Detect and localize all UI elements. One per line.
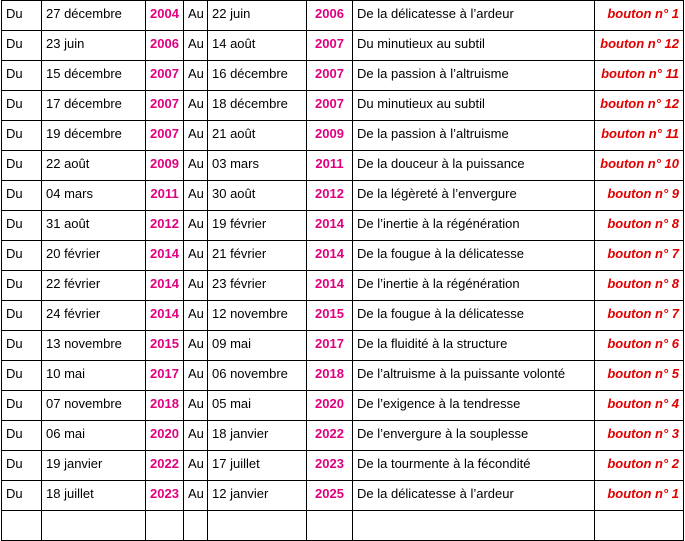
description-cell: De la fougue à la délicatesse — [353, 241, 595, 271]
au-cell: Au — [184, 271, 208, 301]
start-year-cell: 2018 — [146, 391, 184, 421]
au-cell: Au — [184, 181, 208, 211]
start-year-cell: 2020 — [146, 421, 184, 451]
bouton-cell: bouton n° 4 — [595, 391, 684, 421]
end-year-cell: 2014 — [307, 241, 353, 271]
end-year-cell: 2017 — [307, 331, 353, 361]
bouton-cell: bouton n° 11 — [595, 61, 684, 91]
table-row — [2, 91, 684, 121]
au-cell: Au — [184, 151, 208, 181]
bouton-cell: bouton n° 9 — [595, 181, 684, 211]
end-year-cell: 2007 — [307, 61, 353, 91]
end-year-cell: 2006 — [307, 1, 353, 31]
description-cell: Du minutieux au subtil — [353, 31, 595, 61]
table-row — [2, 31, 684, 61]
du-cell: Du — [2, 421, 42, 451]
au-cell: Au — [184, 121, 208, 151]
bouton-cell: bouton n° 7 — [595, 241, 684, 271]
end-date-cell: 30 août — [208, 181, 307, 211]
empty-cell — [208, 511, 307, 541]
end-year-cell: 2012 — [307, 181, 353, 211]
au-cell: Au — [184, 211, 208, 241]
description-cell: De l’exigence à la tendresse — [353, 391, 595, 421]
description-cell: De la fluidité à la structure — [353, 331, 595, 361]
start-year-cell: 2014 — [146, 241, 184, 271]
empty-cell — [307, 511, 353, 541]
end-date-cell: 14 août — [208, 31, 307, 61]
end-year-cell: 2014 — [307, 211, 353, 241]
au-cell: Au — [184, 91, 208, 121]
description-cell: De la douceur à la puissance — [353, 151, 595, 181]
end-date-cell: 23 février — [208, 271, 307, 301]
periods-table — [1, 0, 684, 541]
bouton-cell: bouton n° 1 — [595, 481, 684, 511]
periods-table-body — [2, 1, 684, 541]
partial-row — [2, 511, 684, 541]
empty-cell — [146, 511, 184, 541]
description-cell: De la passion à l’altruisme — [353, 121, 595, 151]
au-cell: Au — [184, 481, 208, 511]
bouton-cell: bouton n° 5 — [595, 361, 684, 391]
du-cell: Du — [2, 481, 42, 511]
table-row — [2, 271, 684, 301]
start-year-cell: 2007 — [146, 121, 184, 151]
start-year-cell: 2009 — [146, 151, 184, 181]
start-year-cell: 2014 — [146, 301, 184, 331]
end-year-cell: 2018 — [307, 361, 353, 391]
start-date-cell: 19 janvier — [42, 451, 146, 481]
bouton-cell: bouton n° 7 — [595, 301, 684, 331]
du-cell: Du — [2, 241, 42, 271]
end-year-cell: 2007 — [307, 91, 353, 121]
au-cell: Au — [184, 31, 208, 61]
table-row — [2, 301, 684, 331]
du-cell: Du — [2, 61, 42, 91]
end-year-cell: 2020 — [307, 391, 353, 421]
start-date-cell: 04 mars — [42, 181, 146, 211]
start-year-cell: 2004 — [146, 1, 184, 31]
start-year-cell: 2017 — [146, 361, 184, 391]
end-year-cell: 2011 — [307, 151, 353, 181]
du-cell: Du — [2, 331, 42, 361]
start-date-cell: 27 décembre — [42, 1, 146, 31]
start-year-cell: 2011 — [146, 181, 184, 211]
end-date-cell: 09 mai — [208, 331, 307, 361]
end-year-cell: 2009 — [307, 121, 353, 151]
table-row — [2, 61, 684, 91]
du-cell: Du — [2, 121, 42, 151]
start-date-cell: 23 juin — [42, 31, 146, 61]
end-date-cell: 06 novembre — [208, 361, 307, 391]
table-row — [2, 421, 684, 451]
bouton-cell: bouton n° 6 — [595, 331, 684, 361]
start-date-cell: 22 février — [42, 271, 146, 301]
start-year-cell: 2012 — [146, 211, 184, 241]
description-cell: De la tourmente à la fécondité — [353, 451, 595, 481]
start-year-cell: 2006 — [146, 31, 184, 61]
du-cell: Du — [2, 271, 42, 301]
end-date-cell: 18 janvier — [208, 421, 307, 451]
du-cell: Du — [2, 451, 42, 481]
du-cell: Du — [2, 361, 42, 391]
au-cell: Au — [184, 61, 208, 91]
du-cell: Du — [2, 151, 42, 181]
end-year-cell: 2015 — [307, 301, 353, 331]
start-date-cell: 06 mai — [42, 421, 146, 451]
start-date-cell: 15 décembre — [42, 61, 146, 91]
start-year-cell: 2014 — [146, 271, 184, 301]
description-cell: Du minutieux au subtil — [353, 91, 595, 121]
end-year-cell: 2014 — [307, 271, 353, 301]
table-row — [2, 211, 684, 241]
au-cell: Au — [184, 451, 208, 481]
description-cell: De l’inertie à la régénération — [353, 211, 595, 241]
start-date-cell: 19 décembre — [42, 121, 146, 151]
au-cell: Au — [184, 301, 208, 331]
table-row — [2, 391, 684, 421]
end-date-cell: 19 février — [208, 211, 307, 241]
end-date-cell: 21 février — [208, 241, 307, 271]
table-row — [2, 451, 684, 481]
description-cell: De l’envergure à la souplesse — [353, 421, 595, 451]
end-year-cell: 2023 — [307, 451, 353, 481]
start-date-cell: 18 juillet — [42, 481, 146, 511]
description-cell: De la délicatesse à l’ardeur — [353, 1, 595, 31]
au-cell: Au — [184, 241, 208, 271]
table-row — [2, 1, 684, 31]
table-row — [2, 181, 684, 211]
start-year-cell: 2022 — [146, 451, 184, 481]
bouton-cell: bouton n° 11 — [595, 121, 684, 151]
start-date-cell: 24 février — [42, 301, 146, 331]
end-date-cell: 22 juin — [208, 1, 307, 31]
bouton-cell: bouton n° 2 — [595, 451, 684, 481]
du-cell: Du — [2, 391, 42, 421]
du-cell: Du — [2, 91, 42, 121]
end-date-cell: 18 décembre — [208, 91, 307, 121]
au-cell: Au — [184, 1, 208, 31]
table-row — [2, 481, 684, 511]
bouton-cell: bouton n° 12 — [595, 31, 684, 61]
table-row — [2, 151, 684, 181]
description-cell: De l’inertie à la régénération — [353, 271, 595, 301]
end-date-cell: 21 août — [208, 121, 307, 151]
table-row — [2, 331, 684, 361]
description-cell: De la légèreté à l’envergure — [353, 181, 595, 211]
start-date-cell: 22 août — [42, 151, 146, 181]
start-year-cell: 2007 — [146, 91, 184, 121]
start-date-cell: 07 novembre — [42, 391, 146, 421]
description-cell: De la fougue à la délicatesse — [353, 301, 595, 331]
du-cell: Du — [2, 31, 42, 61]
end-date-cell: 12 novembre — [208, 301, 307, 331]
end-year-cell: 2007 — [307, 31, 353, 61]
bouton-cell: bouton n° 3 — [595, 421, 684, 451]
du-cell: Du — [2, 181, 42, 211]
end-date-cell: 17 juillet — [208, 451, 307, 481]
bouton-cell: bouton n° 1 — [595, 1, 684, 31]
du-cell: Du — [2, 211, 42, 241]
end-date-cell: 03 mars — [208, 151, 307, 181]
table-row — [2, 121, 684, 151]
bouton-cell: bouton n° 8 — [595, 271, 684, 301]
au-cell: Au — [184, 361, 208, 391]
start-date-cell: 20 février — [42, 241, 146, 271]
au-cell: Au — [184, 331, 208, 361]
description-cell: De la passion à l’altruisme — [353, 61, 595, 91]
end-year-cell: 2025 — [307, 481, 353, 511]
bouton-cell: bouton n° 10 — [595, 151, 684, 181]
start-date-cell: 13 novembre — [42, 331, 146, 361]
start-year-cell: 2007 — [146, 61, 184, 91]
end-date-cell: 16 décembre — [208, 61, 307, 91]
du-cell: Du — [2, 1, 42, 31]
au-cell: Au — [184, 421, 208, 451]
empty-cell — [353, 511, 595, 541]
start-date-cell: 10 mai — [42, 361, 146, 391]
description-cell: De l’altruisme à la puissante volonté — [353, 361, 595, 391]
bouton-cell: bouton n° 8 — [595, 211, 684, 241]
empty-cell — [2, 511, 42, 541]
end-date-cell: 05 mai — [208, 391, 307, 421]
start-year-cell: 2015 — [146, 331, 184, 361]
end-date-cell: 12 janvier — [208, 481, 307, 511]
start-date-cell: 17 décembre — [42, 91, 146, 121]
start-date-cell: 31 août — [42, 211, 146, 241]
bouton-cell: bouton n° 12 — [595, 91, 684, 121]
au-cell: Au — [184, 391, 208, 421]
table-row — [2, 241, 684, 271]
empty-cell — [595, 511, 684, 541]
empty-cell — [184, 511, 208, 541]
du-cell: Du — [2, 301, 42, 331]
description-cell: De la délicatesse à l’ardeur — [353, 481, 595, 511]
empty-cell — [42, 511, 146, 541]
end-year-cell: 2022 — [307, 421, 353, 451]
start-year-cell: 2023 — [146, 481, 184, 511]
table-row — [2, 361, 684, 391]
